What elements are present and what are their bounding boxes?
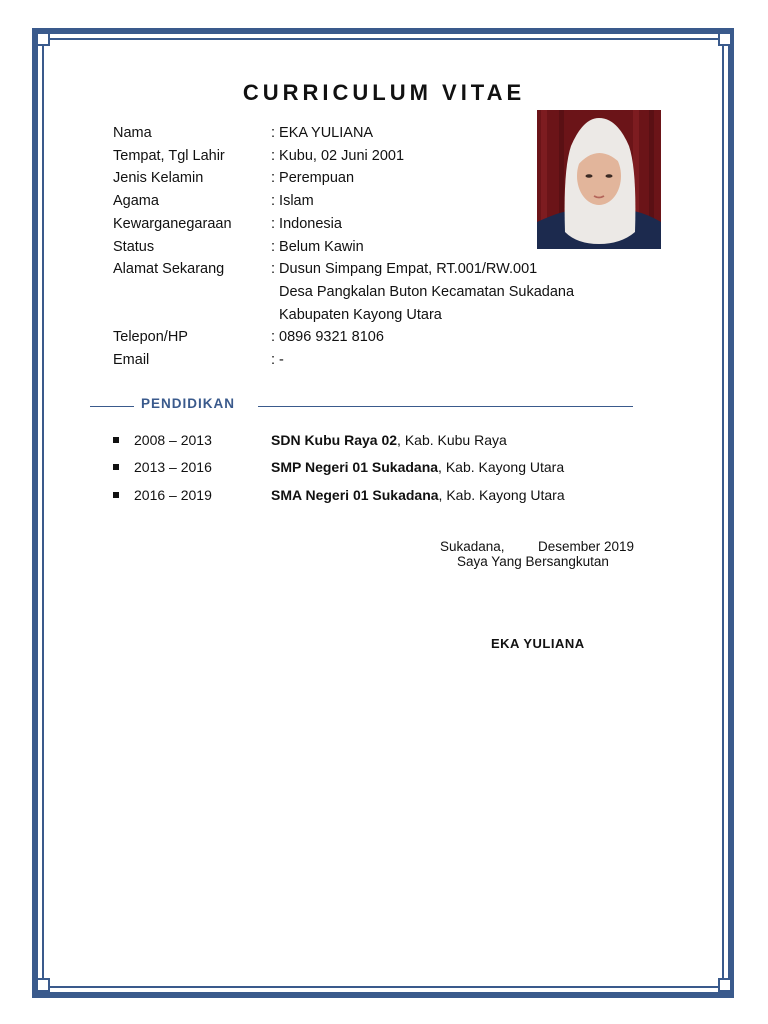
bullet-icon [113, 464, 119, 470]
biodata-label: Jenis Kelamin [113, 170, 204, 187]
biodata-value: : Dusun Simpang Empat, RT.001/RW.001 [271, 261, 538, 278]
biodata-row [113, 258, 553, 281]
biodata-row [113, 190, 553, 213]
education-years: 2013 – 2016 [134, 459, 212, 476]
school-location: , Kab. Kayong Utara [438, 459, 565, 476]
biodata-value: : EKA YULIANA [271, 125, 374, 141]
signature-block [440, 539, 650, 569]
contact-label: Email [113, 352, 150, 369]
biodata-label: Status [113, 238, 155, 255]
divider-line [90, 406, 134, 407]
biodata-row [113, 213, 553, 236]
school-name: SMA Negeri 01 Sukadana [271, 486, 439, 503]
border-corner [36, 978, 50, 992]
document-title: CURRICULUM VITAE [242, 80, 526, 105]
school-location: , Kab. Kubu Raya [397, 431, 507, 448]
education-list [113, 426, 673, 509]
biodata-section [113, 122, 575, 372]
biodata-value: : Belum Kawin [271, 238, 364, 255]
education-school [271, 459, 564, 475]
address-line: Desa Pangkalan Buton Kecamatan Sukadana [279, 283, 575, 300]
education-heading: PENDIDIKAN [141, 396, 236, 411]
biodata-value: : Perempuan [271, 170, 355, 187]
biodata-label: Kewarganegaraan [113, 215, 232, 232]
contact-value: : 0896 9321 8106 [271, 329, 384, 346]
divider-line [258, 406, 633, 407]
signature-place: Sukadana, [440, 539, 505, 554]
address-line: Kabupaten Kayong Utara [279, 306, 442, 323]
signature-date: Desember 2019 [538, 539, 635, 554]
biodata-value: : Kubu, 02 Juni 2001 [271, 147, 405, 164]
biodata-label: Nama [113, 125, 152, 141]
biodata-label: Agama [113, 193, 159, 210]
education-years: 2016 – 2019 [134, 486, 212, 503]
biodata-row [113, 145, 553, 168]
contact-row [113, 326, 553, 349]
education-section-header [90, 396, 634, 418]
biodata-value: : Islam [271, 193, 314, 210]
school-name: SMP Negeri 01 Sukadana [271, 459, 439, 476]
border-corner [718, 32, 732, 46]
profile-photo [537, 110, 661, 249]
signer-name: EKA YULIANA [491, 636, 585, 651]
bullet-icon [113, 492, 119, 498]
school-location: , Kab. Kayong Utara [438, 486, 565, 503]
list-item [113, 426, 673, 454]
school-name: SDN Kubu Raya 02 [271, 431, 398, 448]
contact-label: Telepon/HP [113, 329, 188, 346]
education-school [271, 432, 507, 448]
contact-value: : - [271, 352, 284, 369]
biodata-row [113, 122, 553, 145]
list-item [113, 454, 673, 482]
biodata-label: Alamat Sekarang [113, 261, 225, 278]
signature-statement: Saya Yang Bersangkutan [457, 554, 609, 569]
biodata-value: : Indonesia [271, 215, 342, 232]
education-school [271, 487, 565, 503]
border-corner [718, 978, 732, 992]
place-date [440, 539, 650, 554]
list-item [113, 481, 673, 509]
biodata-row [113, 236, 553, 259]
biodata-row [113, 167, 553, 190]
education-years: 2008 – 2013 [134, 431, 212, 448]
bullet-icon [113, 437, 119, 443]
contact-row [113, 349, 553, 372]
border-corner [36, 32, 50, 46]
biodata-label: Tempat, Tgl Lahir [113, 147, 225, 164]
